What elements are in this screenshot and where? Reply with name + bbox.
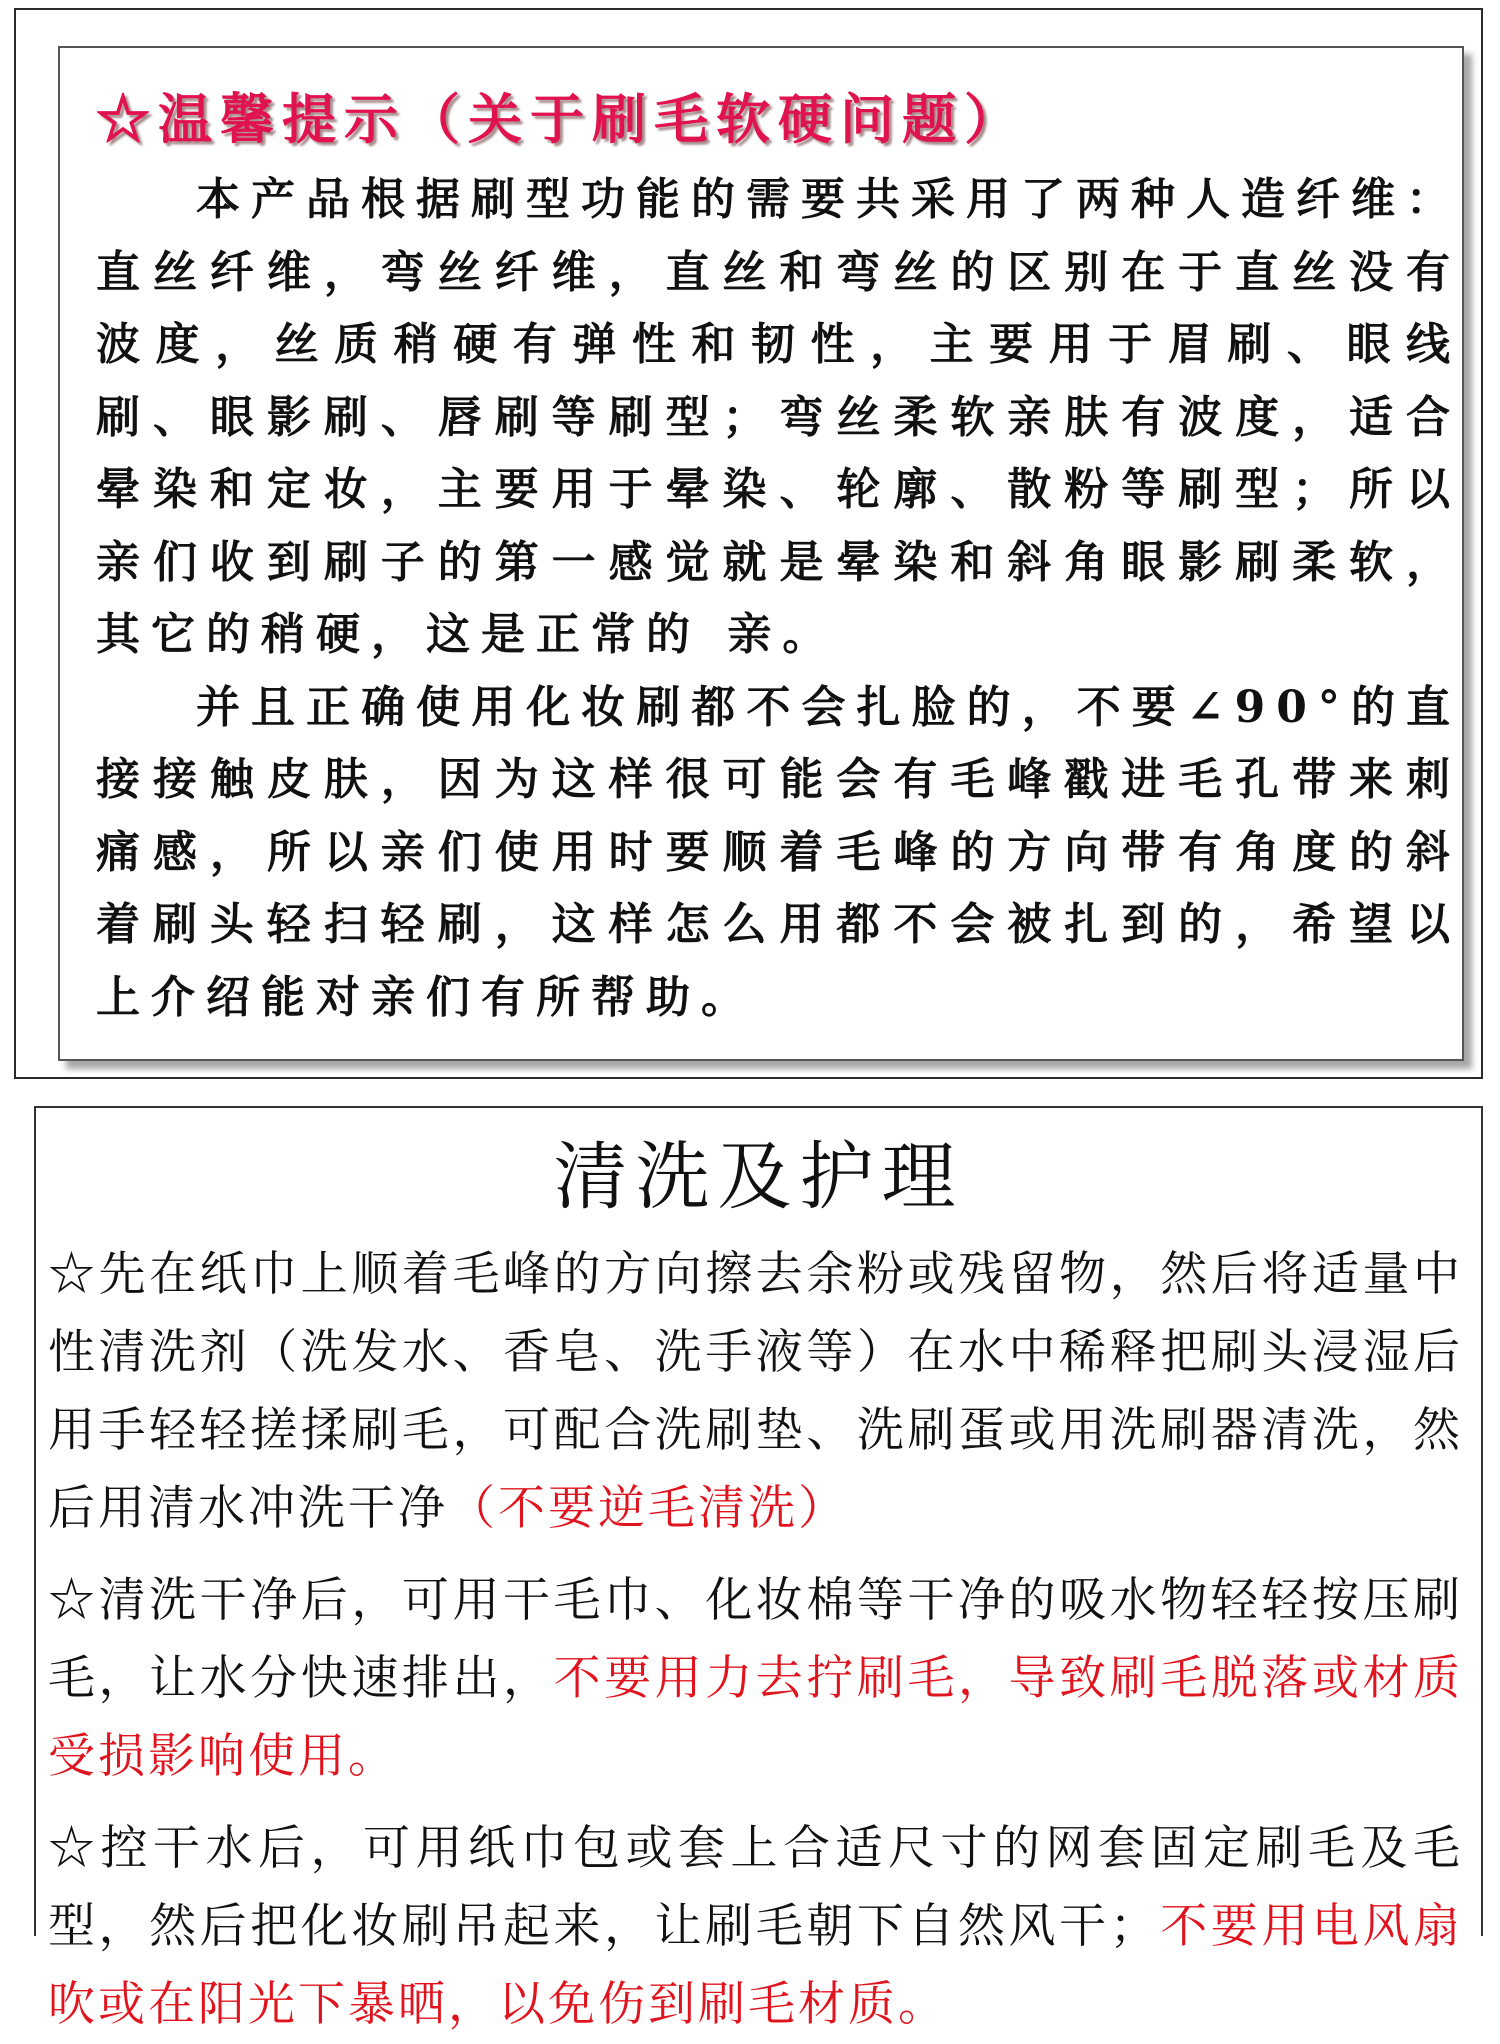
- care-item-rinse: [48, 1236, 1463, 1548]
- care-item-text: 清洗干净后，可用干毛巾、化妆棉等干净的吸水物轻轻按压刷毛，让水分快速排出，: [48, 1573, 1464, 1706]
- care-item-warning: 不要用力去拧刷毛，导致刷毛脱落或材质受损影响使用。: [48, 1651, 1464, 1784]
- cleaning-care-panel: [34, 1106, 1483, 2032]
- star-icon: ☆: [48, 1573, 99, 1628]
- warm-tip-panel: [14, 8, 1483, 1079]
- care-item-warning: 不要用电风扇吹或在阳光下暴晒，以免伤到刷毛材质。: [48, 1899, 1464, 2032]
- cleaning-care-title: 清洗及护理: [553, 1134, 964, 1220]
- star-icon: ☆: [48, 1821, 101, 1876]
- star-icon: ☆: [48, 1247, 99, 1302]
- warm-tip-paragraph-1: 本产品根据刷型功能的需要共采用了两种人造纤维：直丝纤维，弯丝纤维，直丝和弯丝的区别在于直丝没有波度，丝质稍硬有弹性和韧性，主要用于眉刷、眼线刷、眼影刷、唇刷等刷型；弯丝柔软亲肤有波度，适合晕染和定妆，主要用于晕染、轮廓、散粉等刷型；所以亲们收到刷子的第一感觉就是晕染和斜角眼影刷柔软，其它的稍硬，这是正常的 亲。: [96, 174, 1461, 660]
- care-item-text: 先在纸巾上顺着毛峰的方向擦去余粉或残留物，然后将适量中性清洗剂（洗发水、香皂、洗手液等）在水中稀释把刷头浸湿后用手轻轻搓揉刷毛，可配合洗刷垫、洗刷蛋或用洗刷器清洗，然后用清水冲洗干净: [48, 1247, 1464, 1536]
- care-item-warning: （不要逆毛清洗）: [448, 1481, 848, 1536]
- warm-tip-card: [58, 46, 1464, 1061]
- warm-tip-paragraph-2: 并且正确使用化妆刷都不会扎脸的，不要∠90°的直接接触皮肤，因为这样很可能会有毛峰戳进毛孔带来刺痛感，所以亲们使用时要顺着毛峰的方向带有角度的斜着刷头轻扫轻刷，这样怎么用都不会被扎到的，希望以上介绍能对亲们有所帮助。: [96, 681, 1461, 1023]
- care-item-air-dry: [48, 1810, 1463, 2044]
- warm-tip-title: ☆温馨提示（关于刷毛软硬问题）: [96, 87, 1026, 151]
- care-item-text: 控干水后，可用纸巾包或套上合适尺寸的网套固定刷毛及毛型，然后把化妆刷吊起来，让刷毛朝下自然风干；: [48, 1821, 1463, 1954]
- care-item-press-dry: [48, 1562, 1463, 1796]
